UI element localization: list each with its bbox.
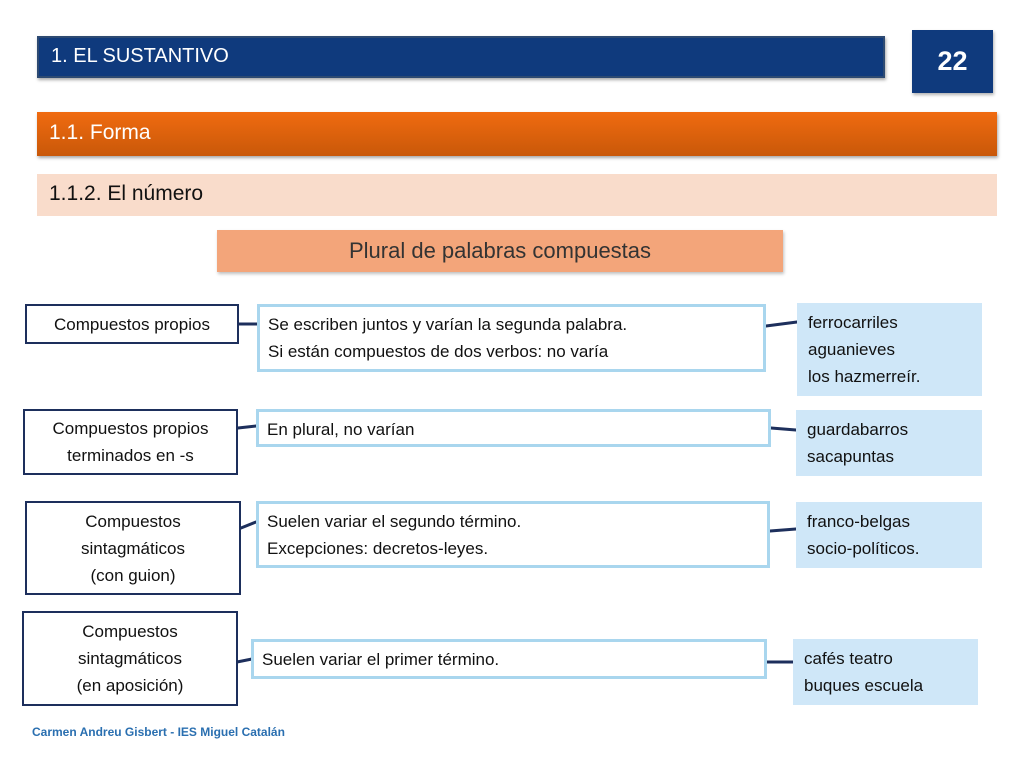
author-text: Carmen Andreu Gisbert - IES Miguel Catalán (32, 725, 285, 739)
subsubsection-title: 1.1.2. El número (49, 182, 204, 205)
category-text: (en aposición) (76, 676, 184, 695)
category-text: sintagmáticos (81, 538, 185, 558)
topic-title: Plural de palabras compuestas (348, 238, 652, 263)
connector-row3-right (770, 529, 796, 531)
connector-row3-left (241, 522, 256, 528)
rule-box-4 (251, 639, 767, 679)
connector-row2-right (771, 428, 796, 430)
category-text: terminados en -s (67, 446, 194, 465)
rule-box-2 (256, 409, 771, 447)
category-text: sintagmáticos (78, 649, 182, 668)
example-word: ferrocarriles (808, 313, 898, 332)
examples-box-4 (793, 639, 978, 705)
examples-box-2 (796, 410, 982, 476)
example-word: los hazmerreír. (808, 367, 921, 386)
examples-box-1 (797, 303, 982, 396)
example-word: guardabarros (807, 420, 909, 439)
category-box-2 (23, 409, 238, 475)
category-text: (con guion) (90, 565, 176, 585)
category-box-3 (25, 501, 241, 595)
category-text: Compuestos (85, 511, 181, 531)
subsection-title: 1.1. Forma (49, 121, 151, 144)
rule-text: Suelen variar el segundo término. (267, 512, 522, 531)
footer-credit (32, 725, 432, 743)
category-box-1 (25, 304, 239, 344)
rule-text: Suelen variar el primer término. (262, 650, 500, 669)
rule-box-1 (257, 304, 766, 372)
category-text: Compuestos (82, 622, 178, 641)
category-text: Compuestos propios (54, 314, 210, 334)
connector-row2-left (238, 426, 256, 428)
example-word: socio-políticos. (807, 539, 920, 558)
rule-text: Excepciones: decretos-leyes. (267, 539, 489, 558)
category-text: Compuestos propios (52, 419, 209, 438)
page-number: 22 (937, 46, 968, 76)
rule-text: Si están compuestos de dos verbos: no varía (268, 342, 609, 361)
connector-row1-right (766, 322, 797, 326)
example-word: franco-belgas (807, 512, 911, 531)
example-word: cafés teatro (804, 649, 893, 668)
example-word: buques escuela (804, 676, 924, 695)
examples-box-3 (796, 502, 982, 568)
section-title: 1. EL SUSTANTIVO (51, 45, 229, 67)
rule-box-3 (256, 501, 770, 568)
rule-text: Se escriben juntos y varían la segunda palabra. (268, 315, 628, 334)
example-word: sacapuntas (807, 447, 894, 466)
connector-row4-left (237, 659, 252, 662)
example-word: aguanieves (808, 340, 895, 359)
rule-text: En plural, no varían (267, 420, 415, 439)
category-box-4 (22, 611, 238, 706)
